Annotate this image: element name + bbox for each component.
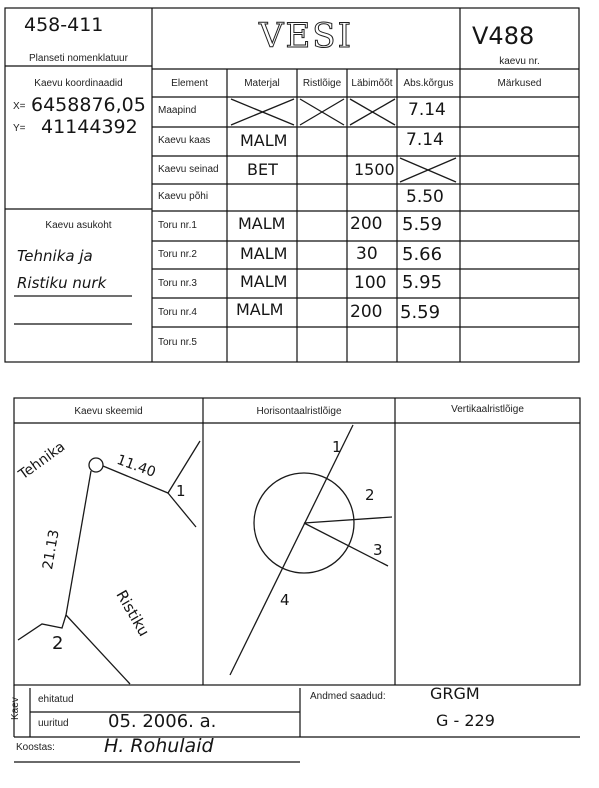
row-element: Kaevu kaas [158, 135, 211, 146]
row-materjal: MALM [238, 214, 286, 233]
koostas-label: Koostas: [16, 742, 55, 753]
dimension-1140: 11.40 [114, 452, 158, 481]
pipe-label-1: 1 [332, 438, 342, 456]
row-element: Toru nr.1 [158, 220, 197, 231]
row-labimoot: 200 [350, 302, 383, 322]
page-title: VESI [258, 16, 354, 56]
row-element: Toru nr.3 [158, 278, 197, 289]
col-header-abs-korgus: Abs.kõrgus [403, 78, 454, 89]
sketch-header-schemes: Kaevu skeemid [74, 406, 143, 417]
row-labimoot: 1500 [354, 160, 395, 179]
location-line-1: Tehnika ja [17, 247, 93, 265]
row-element: Kaevu põhi [158, 191, 209, 202]
row-abs-korgus: 5.59 [402, 214, 443, 235]
pipe-label-3: 3 [373, 541, 383, 559]
corner-label-1: 1 [176, 482, 186, 500]
well-number-value: V488 [472, 22, 535, 50]
row-materjal: MALM [240, 244, 288, 263]
x-prefix: X= [13, 101, 26, 112]
koostas-signature: H. Rohulaid [104, 735, 214, 757]
row-abs-korgus: 5.50 [406, 187, 444, 207]
well-number-label: kaevu nr. [499, 56, 540, 67]
row-materjal: BET [247, 160, 278, 179]
row-abs-korgus: 7.14 [406, 130, 444, 150]
row-materjal: MALM [236, 300, 284, 319]
row-abs-korgus: 5.59 [400, 302, 441, 323]
row-abs-korgus: 7.14 [408, 100, 446, 120]
row-element: Toru nr.2 [158, 249, 197, 260]
street-label-tehnika: Tehnika [16, 438, 69, 483]
sketch-frame [14, 398, 580, 685]
planset-value: 458-411 [24, 14, 104, 36]
pipe-label-4: 4 [280, 591, 290, 609]
uuritud-value: 05. 2006. a. [108, 711, 217, 732]
pipe-label-2: 2 [365, 486, 375, 504]
row-element: Toru nr.4 [158, 307, 197, 318]
col-header-element: Element [171, 78, 208, 89]
row-abs-korgus: 5.95 [402, 272, 443, 293]
andmed-value-line-1: GRGM [430, 684, 480, 703]
col-header-materjal: Materjal [244, 78, 280, 89]
y-prefix: Y= [13, 123, 26, 134]
row-element: Maapind [158, 105, 197, 116]
col-header-markused: Märkused [497, 78, 542, 89]
dimension-2113: 21.13 [40, 528, 63, 571]
col-header-labimoot: Läbimõõt [351, 78, 393, 89]
row-element: Kaevu seinad [158, 164, 219, 175]
uuritud-label: uuritud [38, 718, 69, 729]
row-element: Toru nr.5 [158, 337, 197, 348]
street-label-ristiku: Ristiku [112, 587, 154, 640]
col-header-ristloige: Ristlõige [302, 78, 342, 89]
footer-grid [14, 685, 580, 762]
planset-label: Planseti nomenklatuur [29, 53, 128, 64]
y-coordinate-value: 41144392 [41, 116, 138, 138]
andmed-label: Andmed saadud: [310, 691, 386, 702]
corner-label-2: 2 [52, 633, 64, 654]
row-labimoot: 100 [354, 273, 387, 293]
row-abs-korgus: 5.66 [402, 244, 443, 265]
coords-label: Kaevu koordinaadid [34, 78, 123, 89]
horizontal-section-sketch [230, 425, 392, 675]
andmed-value-line-2: G - 229 [436, 711, 495, 730]
sketch-header-vertical: Vertikaalristlõige [451, 404, 524, 415]
location-line-2: Ristiku nurk [17, 274, 107, 292]
x-coordinate-value: 6458876,05 [31, 94, 146, 116]
location-label: Kaevu asukoht [45, 220, 112, 231]
row-materjal: MALM [240, 272, 288, 291]
sketch-header-horizontal: Horisontaalristlõige [256, 406, 342, 417]
ehitatud-label: ehitatud [38, 694, 74, 705]
row-labimoot: 30 [356, 244, 378, 264]
row-labimoot: 200 [350, 214, 383, 234]
kaev-label: Kaev [10, 697, 21, 720]
row-materjal: MALM [240, 131, 288, 150]
